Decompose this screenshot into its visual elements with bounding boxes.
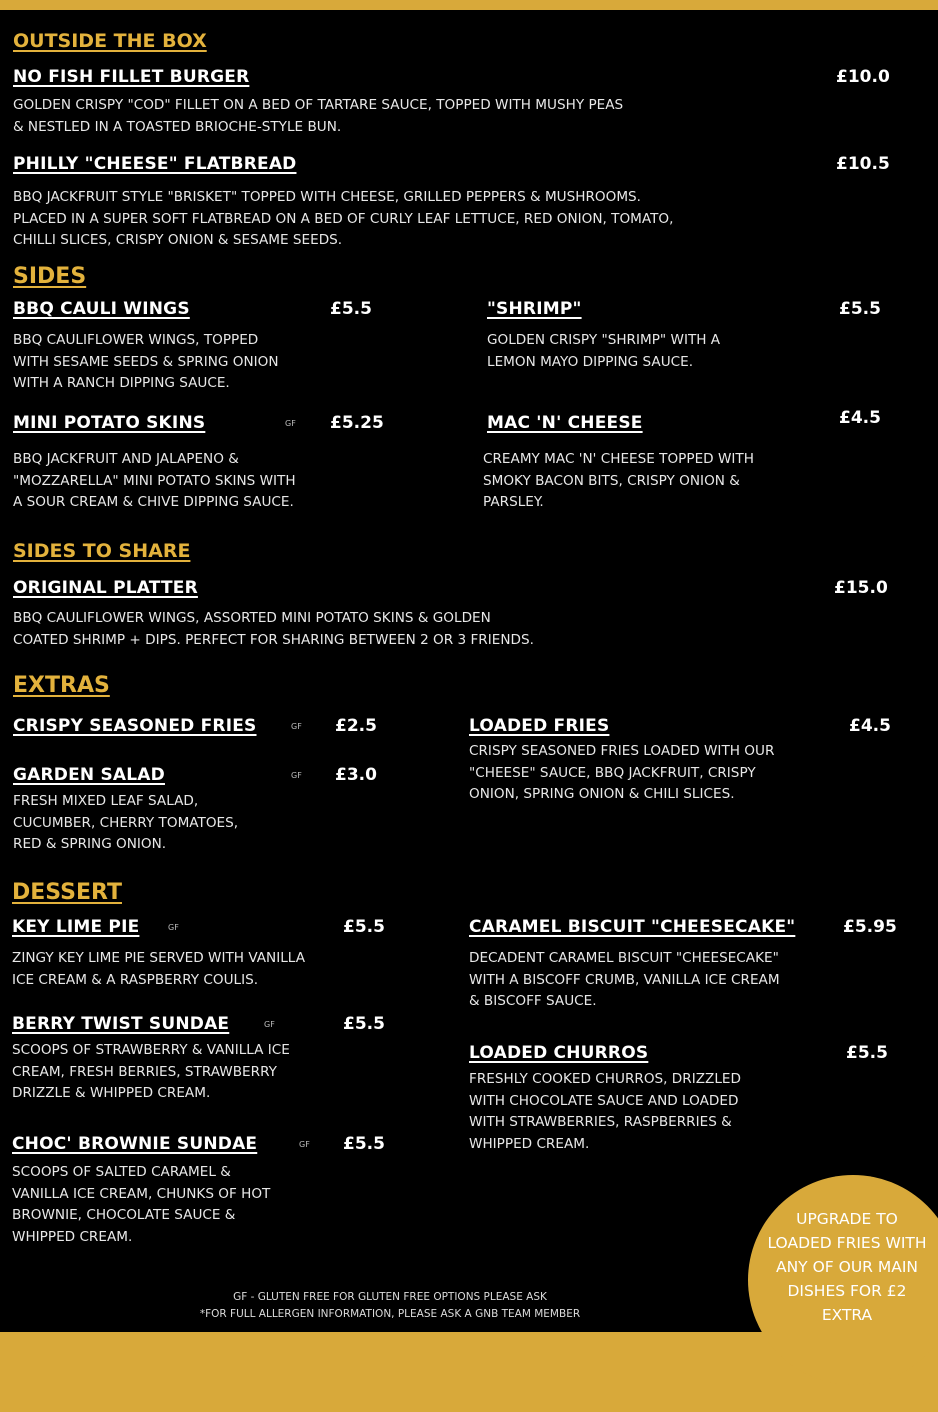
gluten-free-tag: GF <box>285 419 296 428</box>
item-description-no-fish-fillet-burger: GOLDEN CRISPY "COD" FILLET ON A BED OF TARTARE SAUCE, TOPPED WITH MUSHY PEAS & NESTLED IN A TOASTED BRIOCHE-STYLE BUN. <box>13 97 624 135</box>
item-description-loaded-fries: CRISPY SEASONED FRIES LOADED WITH OUR "CHEESE" SAUCE, BBQ JACKFRUIT, CRISPY ONION, SPRING ONION & CHILI SLICES. <box>469 743 775 803</box>
item-price-loaded-churros: £5.5 <box>846 1043 888 1063</box>
section-title-sides: SIDES <box>13 264 87 289</box>
item-name-mac-n-cheese: MAC 'N' CHEESE <box>487 413 643 433</box>
item-price-bbq-cauli-wings: £5.5 <box>330 299 372 319</box>
gluten-free-tag: GF <box>291 771 302 780</box>
item-price-loaded-fries: £4.5 <box>849 716 891 736</box>
item-price-shrimp: £5.5 <box>839 299 881 319</box>
item-price-original-platter: £15.0 <box>834 578 888 598</box>
gluten-free-tag: GF <box>168 923 179 932</box>
item-price-garden-salad: £3.0 <box>335 765 377 785</box>
item-price-caramel-biscuit-cheesecake: £5.95 <box>843 917 897 937</box>
item-description-choc-brownie-sundae: SCOOPS OF SALTED CARAMEL & VANILLA ICE CREAM, CHUNKS OF HOT BROWNIE, CHOCOLATE SAUCE & WHIPPED CREAM. <box>12 1164 271 1245</box>
promo-badge-text: UPGRADE TO LOADED FRIES WITH ANY OF OUR MAIN DISHES FOR £2 EXTRA <box>767 1210 927 1324</box>
item-name-loaded-fries: LOADED FRIES <box>469 716 610 736</box>
item-name-key-lime-pie: KEY LIME PIE <box>12 917 140 937</box>
item-description-garden-salad: FRESH MIXED LEAF SALAD, CUCUMBER, CHERRY TOMATOES, RED & SPRING ONION. <box>13 793 239 853</box>
item-name-garden-salad: GARDEN SALAD <box>13 765 165 785</box>
item-description-berry-twist-sundae: SCOOPS OF STRAWBERRY & VANILLA ICE CREAM, FRESH BERRIES, STRAWBERRY DRIZZLE & WHIPPED CREAM. <box>12 1042 290 1102</box>
allergen-footer: GF - GLUTEN FREE FOR GLUTEN FREE OPTIONS PLEASE ASK *FOR FULL ALLERGEN INFORMATION, PLEASE ASK A GNB TEAM MEMBER <box>199 1291 581 1320</box>
item-description-shrimp: GOLDEN CRISPY "SHRIMP" WITH A LEMON MAYO DIPPING SAUCE. <box>487 332 721 370</box>
item-name-caramel-biscuit-cheesecake: CARAMEL BISCUIT "CHEESECAKE" <box>469 917 796 937</box>
item-price-crispy-seasoned-fries: £2.5 <box>335 716 377 736</box>
item-name-shrimp: "SHRIMP" <box>487 299 582 319</box>
gluten-free-tag: GF <box>264 1020 275 1029</box>
item-description-key-lime-pie: ZINGY KEY LIME PIE SERVED WITH VANILLA ICE CREAM & A RASPBERRY COULIS. <box>12 950 305 988</box>
item-description-philly-cheese-flatbread: BBQ JACKFRUIT STYLE "BRISKET" TOPPED WITH CHEESE, GRILLED PEPPERS & MUSHROOMS. PLACED IN A SUPER SOFT FLATBREAD ON A BED OF CURLY LEAF LETTUCE, RED ONION, TOMATO, CHILLI SLICES, CRISPY ONION & SESAME SEEDS. <box>13 189 674 249</box>
item-name-original-platter: ORIGINAL PLATTER <box>13 578 198 598</box>
item-name-loaded-churros: LOADED CHURROS <box>469 1043 649 1063</box>
item-price-philly-cheese-flatbread: £10.5 <box>836 154 890 174</box>
item-description-bbq-cauli-wings: BBQ CAULIFLOWER WINGS, TOPPED WITH SESAME SEEDS & SPRING ONION WITH A RANCH DIPPING SAUCE. <box>13 332 279 392</box>
item-name-crispy-seasoned-fries: CRISPY SEASONED FRIES <box>13 716 257 736</box>
menu-board <box>0 10 938 1332</box>
item-name-choc-brownie-sundae: CHOC' BROWNIE SUNDAE <box>12 1134 258 1154</box>
item-price-mac-n-cheese: £4.5 <box>839 408 881 428</box>
item-description-loaded-churros: FRESHLY COOKED CHURROS, DRIZZLED WITH CHOCOLATE SAUCE AND LOADED WITH STRAWBERRIES, RASPBERRIES & WHIPPED CREAM. <box>469 1071 741 1152</box>
item-price-key-lime-pie: £5.5 <box>343 917 385 937</box>
item-name-philly-cheese-flatbread: PHILLY "CHEESE" FLATBREAD <box>13 154 297 174</box>
item-description-mac-n-cheese: CREAMY MAC 'N' CHEESE TOPPED WITH SMOKY BACON BITS, CRISPY ONION & PARSLEY. <box>483 451 754 511</box>
item-description-original-platter: BBQ CAULIFLOWER WINGS, ASSORTED MINI POTATO SKINS & GOLDEN COATED SHRIMP + DIPS. PERFECT FOR SHARING BETWEEN 2 OR 3 FRIENDS. <box>13 610 534 648</box>
item-price-mini-potato-skins: £5.25 <box>330 413 384 433</box>
item-price-choc-brownie-sundae: £5.5 <box>343 1134 385 1154</box>
section-title-sides-to-share: SIDES TO SHARE <box>13 540 191 562</box>
section-title-extras: EXTRAS <box>13 673 110 698</box>
item-name-no-fish-fillet-burger: NO FISH FILLET BURGER <box>13 67 250 87</box>
gluten-free-tag: GF <box>299 1140 310 1149</box>
item-name-berry-twist-sundae: BERRY TWIST SUNDAE <box>12 1014 230 1034</box>
gluten-free-tag: GF <box>291 722 302 731</box>
item-name-bbq-cauli-wings: BBQ CAULI WINGS <box>13 299 190 319</box>
section-title-outside-the-box: OUTSIDE THE BOX <box>13 30 207 52</box>
item-description-mini-potato-skins: BBQ JACKFRUIT AND JALAPENO & "MOZZARELLA" MINI POTATO SKINS WITH A SOUR CREAM & CHIVE DIPPING SAUCE. <box>13 451 296 511</box>
item-description-caramel-biscuit-cheesecake: DECADENT CARAMEL BISCUIT "CHEESECAKE" WITH A BISCOFF CRUMB, VANILLA ICE CREAM & BISCOFF SAUCE. <box>469 950 780 1010</box>
section-title-dessert: DESSERT <box>12 880 122 905</box>
item-price-no-fish-fillet-burger: £10.0 <box>836 67 890 87</box>
item-price-berry-twist-sundae: £5.5 <box>343 1014 385 1034</box>
item-name-mini-potato-skins: MINI POTATO SKINS <box>13 413 206 433</box>
